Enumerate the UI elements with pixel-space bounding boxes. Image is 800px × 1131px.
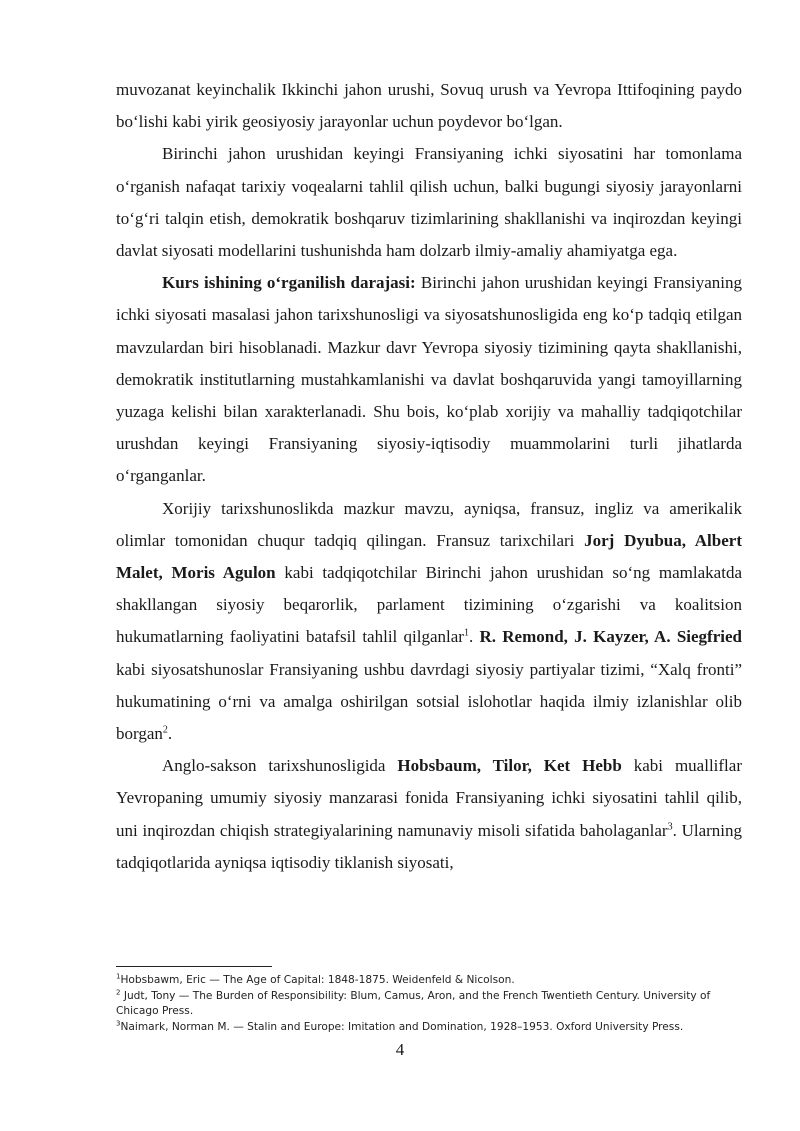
text-run: Xorijiy tarixshunoslikda mazkur mavzu, ayniqsa, fransuz, ingliz va amerikalik olimlar tomonidan chuqur tadqiq qilingan. Fransuz tarixchilari — [116, 498, 742, 550]
paragraph-anglo-saxon — [116, 750, 742, 879]
footnote-ref-3[interactable]: 3 — [667, 821, 673, 833]
text-run: kabi tadqiqotchilar Birinchi jahon urushidan so‘ng mamlakatda shakllangan siyosiy beqarorlik, parlament tizimining o‘zgarishi va koalitsion hukumatlarning faoliyatini batafsil tahlil qilganlar — [116, 563, 742, 647]
footnote-text: Hobsbawm, Eric — The Age of Capital: 1848-1875. Weidenfeld & Nicolson. — [120, 974, 515, 986]
text-run: kabi mualliflar Yevropaning umumiy siyosiy manzarasi fonida Fransiyaning ichki siyosatini tahlil qilib, uni inqirozdan chiqish strategiyalarining namunaviy misoli sifatida baholaganlar — [116, 756, 742, 840]
section-heading: Kurs ishining o‘rganilish darajasi: — [162, 273, 416, 293]
footnote-text: Judt, Tony — The Burden of Responsibility: Blum, Camus, Aron, and the French Twentieth Century. University of Chicago Press. — [116, 989, 711, 1018]
footnote-3 — [116, 1020, 744, 1036]
text-run: . — [468, 627, 480, 647]
footnote-number: 2 — [116, 988, 121, 997]
paragraph-study-degree — [116, 267, 742, 492]
footnote-divider — [116, 966, 272, 967]
paragraph-foreign-historiography — [116, 493, 742, 751]
footnote-2 — [116, 989, 744, 1020]
footnotes — [116, 973, 744, 1035]
bold-authors: Hobsbaum, Tilor, Ket Hebb — [397, 756, 622, 776]
text-run: kabi siyosatshunoslar Fransiyaning ushbu davrdagi siyosiy partiyalar tizimi, “Xalq fronti” hukumatining o‘rni va amalga oshirilgan sotsial islohotlar haqida ilmiy izlanishlar olib borgan — [116, 659, 742, 744]
footnote-ref-2[interactable]: 2 — [162, 724, 168, 736]
paragraph-1: muvozanat keyinchalik Ikkinchi jahon urushi, Sovuq urush va Yevropa Ittifoqining paydo bo‘lishi kabi yirik geosiyosiy jarayonlar uchun poydevor bo‘lgan. — [116, 80, 742, 132]
text-run: Anglo-sakson tarixshunosligida — [162, 756, 398, 776]
bold-authors: Jorj Dyubua, Albert Malet, Moris Agulon — [116, 530, 742, 583]
footnote-1 — [116, 973, 744, 989]
footnote-number: 1 — [116, 972, 121, 981]
paragraph-2: Birinchi jahon urushidan keyingi Fransiyaning ichki siyosatini har tomonlama o‘rganish nafaqat tarixiy voqealarni tahlil qilish uchun, balki bugungi siyosiy jarayonlarni to‘g‘ri talqin etish, demokratik boshqaruv tizimlarining shakllanishi va inqirozdan keyingi davlat siyosati modellarini tushunishda ham dolzarb ilmiy-amaliy ahamiyatga ega. — [116, 144, 742, 261]
document-body — [116, 74, 742, 879]
footnote-text: Naimark, Norman M. — Stalin and Europe: Imitation and Domination, 1928–1953. Oxford University Press. — [120, 1020, 684, 1033]
text-run: . — [167, 724, 173, 744]
footnote-number: 3 — [116, 1019, 121, 1028]
footnote-ref-1[interactable]: 1 — [463, 627, 469, 639]
paragraph-text: Birinchi jahon urushidan keyingi Fransiyaning ichki siyosati masalasi jahon tarixshunosligi va siyosatshunosligida eng ko‘p tadqiq etilgan mavzulardan biri hisoblanadi. Mazkur davr Yevropa siyosiy tizimining qayta shakllanishi, demokratik institutlarning mustahkamlanishi va davlat boshqaruvida yangi tamoyillarning yuzaga kelishi bilan xarakterlanadi. Shu bois, ko‘plab xorijiy va mahalliy tadqiqotchilar urushdan keyingi Fransiyaning siyosiy-iqtisodiy muammolarini turli jihatlarda o‘rganganlar. — [116, 273, 742, 486]
text-run: . Ularning tadqiqotlarida ayniqsa iqtisodiy tiklanish siyosati, — [116, 820, 743, 872]
bold-authors: R. Remond, J. Kayzer, A. Siegfried — [479, 627, 742, 647]
page-number: 4 — [395, 1040, 405, 1059]
